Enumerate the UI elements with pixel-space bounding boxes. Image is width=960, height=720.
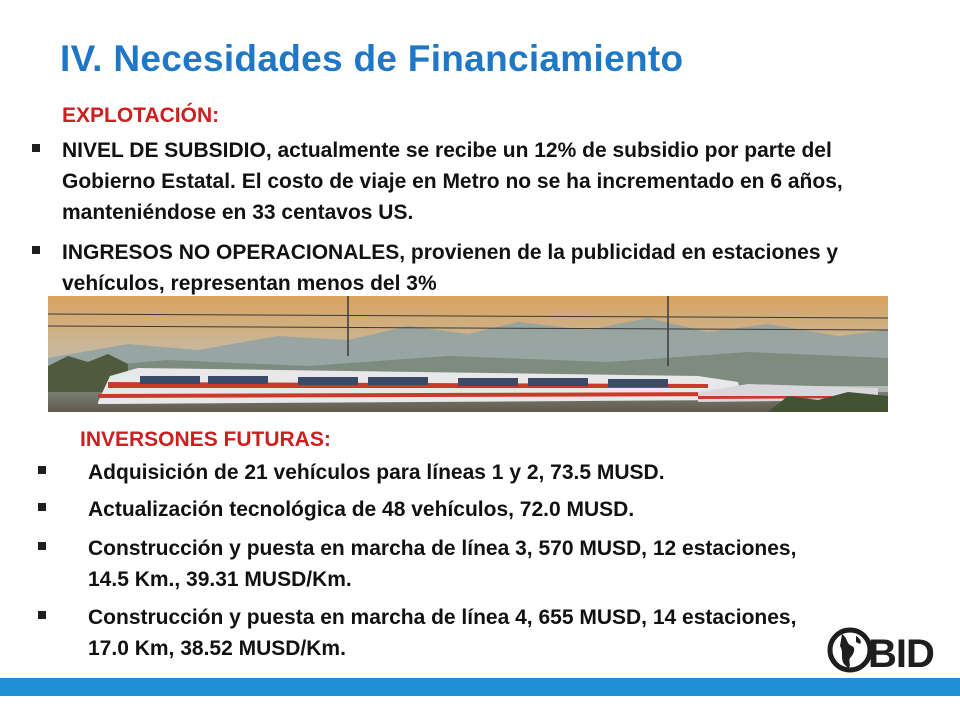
bullet-item-linea-3 (38, 533, 838, 595)
bullet-item-subsidio (32, 135, 882, 228)
square-bullet-icon (38, 466, 46, 474)
bullet-item-linea-4 (38, 602, 838, 664)
bullet-item-actualizacion (38, 494, 838, 525)
bid-logo (826, 624, 938, 676)
square-bullet-icon (32, 144, 40, 152)
square-bullet-icon (38, 542, 46, 550)
bullet-text: Construcción y puesta en marcha de línea 4, 655 MUSD, 14 estaciones, 17.0 Km, 38.52 MUSD/Km. (88, 606, 797, 660)
footer-bar (0, 678, 960, 696)
train-photo (48, 296, 888, 412)
section-heading-inversiones: INVERSONES FUTURAS: (80, 428, 331, 451)
slide-title: IV. Necesidades de Financiamiento (60, 38, 684, 79)
square-bullet-icon (38, 611, 46, 619)
train-illustration (48, 296, 888, 412)
bullet-text: Construcción y puesta en marcha de línea 3, 570 MUSD, 12 estaciones, 14.5 Km., 39.31 MUSD/Km. (88, 537, 797, 591)
section-heading-explotacion: EXPLOTACIÓN: (62, 104, 220, 127)
logo-text: BID (868, 632, 934, 676)
bullet-text: Actualización tecnológica de 48 vehículos, 72.0 MUSD. (88, 498, 635, 521)
bullet-text: NIVEL DE SUBSIDIO, actualmente se recibe un 12% de subsidio por parte del Gobierno Estatal. El costo de viaje en Metro no se ha incrementado en 6 años, manteniéndose en 33 centavos US. (62, 139, 843, 224)
bullet-item-adquisicion (38, 457, 838, 488)
bid-globe-icon (826, 624, 938, 676)
square-bullet-icon (38, 503, 46, 511)
square-bullet-icon (32, 246, 40, 254)
bullet-text: Adquisición de 21 vehículos para líneas 1 y 2, 73.5 MUSD. (88, 461, 665, 484)
bullet-item-ingresos (32, 237, 882, 299)
bullet-text: INGRESOS NO OPERACIONALES, provienen de la publicidad en estaciones y vehículos, representan menos del 3% (62, 241, 839, 295)
